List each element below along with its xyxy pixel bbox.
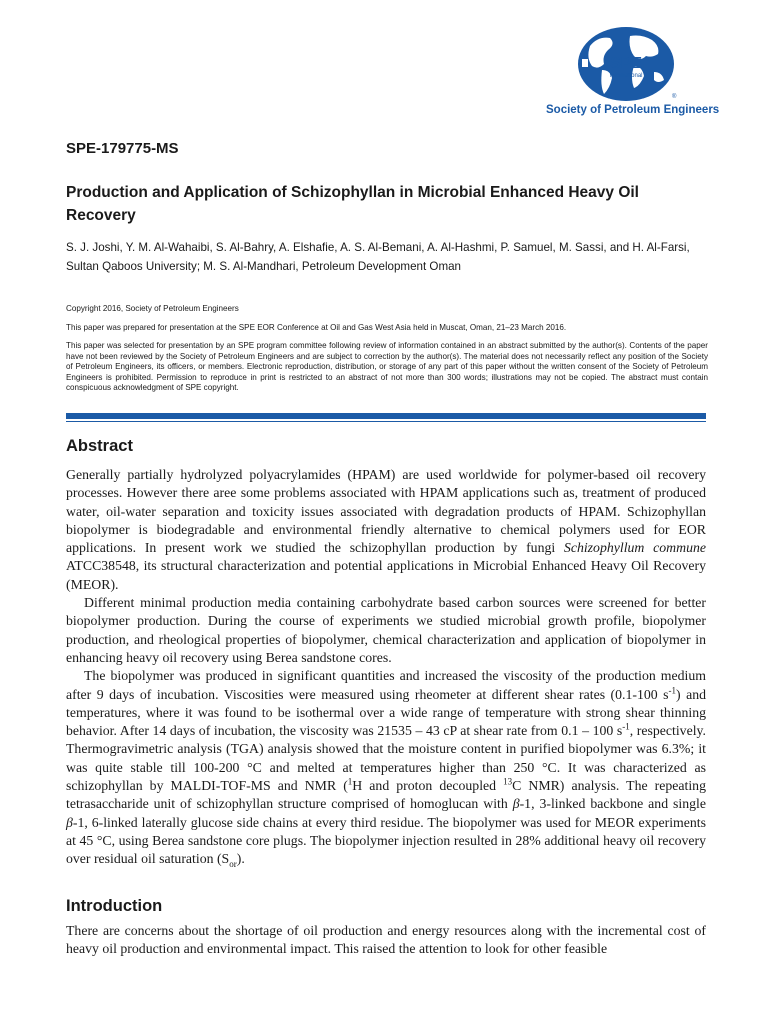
- conference-line: This paper was prepared for presentation at the SPE EOR Conference at Oil and Gas West Asia held in Muscat, Oman, 21–23 March 2016.: [66, 322, 567, 332]
- introduction-paragraph: There are concerns about the shortage of oil production and energy resources along with the incremental cost of heavy oil production and environmental impact. This raised the attention to look for other feasible: [66, 923, 706, 957]
- abstract-paragraph: Generally partially hydrolyzed polyacrylamides (HPAM) are used worldwide for polymer-based oil recovery processes. However there aree some problems associated with HPAM applications such as, treatment of produced water, oil-water separation and toxicity issues associated with degradation products of HPAM. Schizophyllan biopolymer is biodegradable and environmental friendly alternative to chemical polymers used for EOR applications. In present work we studied the schizophyllan production by fungi Schizophyllum commune ATCC38548, its structural characterization and potential applications in Microbial Enhanced Heavy Oil Recovery (MEOR).: [66, 467, 706, 592]
- permission-notice: This paper was selected for presentation by an SPE program committee following review of information contained in an abstract submitted by the author(s). Contents of the paper have not been reviewed by the Society of Petroleum Engineers and are subject to correction by the author(s). The material does not necessarily reflect any position of the Society of Petroleum Engineers, its officers, or members. Electronic reproduction, distribution, or storage of any part of this paper without the written consent of the Society of Petroleum Engineers is prohibited. Permission to reproduce in print is restricted to an abstract of not more than 300 words; illustrations may not be copied. The abstract must contain conspicuous acknowledgment of SPE copyright.: [66, 341, 708, 392]
- abstract-paragraph: The biopolymer was produced in significant quantities and increased the viscosity of the production medium after 9 days of incubation. Viscosities were measured using rheometer at different shear rates (0.1-100 $s^{-1}$) and temperatures, where it was found to be isothermal over a wide range of temperature with strong shear thinning behavior. After 14 days of incubation, the viscosity was 21535 – 43 cP at shear rate from 0.1 – 100 $s^{-1}$, respectively. Thermogravimetric analysis (TGA) analysis showed that the moisture content in purified biopolymer was 6.3%; it was quite stable till 100-200 °C and melted at temperatures higher than 250 °C. It was characterized as schizophyllan by MALDI-TOF-MS and NMR ($^1$H and proton decoupled $^{13}$C NMR) analysis. The repeating tetrasaccharide unit of schizophyllan structure comprised of homoglucan with β-1, 3-linked backbone and single β-1, 6-linked laterally glucose side chains at every third residue. The biopolymer was used for MEOR experiments at 45 °C, using Berea sandstone core plugs. The biopolymer injection resulted in 28% additional heavy oil recovery over residual oil saturation $(S_{or})$.: [66, 668, 707, 869]
- logo-subtext: International: [609, 73, 643, 79]
- logo-text: SPE: [609, 55, 643, 72]
- introduction-body: [66, 922, 706, 959]
- paper-title: Production and Application of Schizophyllan in Microbial Enhanced Heavy Oil Recovery: [66, 184, 639, 224]
- copyright-notice: [66, 304, 708, 402]
- paper-id: SPE-179775-MS: [66, 140, 179, 157]
- abstract-paragraph: Different minimal production media containing carbohydrate based carbon sources were screened for better biopolymer production. During the course of experiments we studied microbial growth profile, biopolymer production, and rheological properties of biopolymer, chemical characterization and application of biopolymer in enhancing heavy oil recovery using Berea sandstone cores.: [66, 595, 706, 665]
- divider: [66, 413, 706, 419]
- globe-icon: [568, 26, 688, 104]
- copyright-line: Copyright 2016, Society of Petroleum Engineers: [66, 304, 239, 313]
- author-list: S. J. Joshi, Y. M. Al-Wahaibi, S. Al-Bahry, A. Elshafie, A. S. Al-Bemani, A. Al-Hashmi, P. Samuel, M. Sassi, and H. Al-Farsi, Sultan Qaboos University; M. S. Al-Mandhari, Petroleum Development Oman: [66, 241, 690, 273]
- abstract-heading: Abstract: [66, 437, 133, 455]
- registered-mark: ®: [672, 94, 677, 100]
- divider-thin: [66, 421, 706, 422]
- abstract-body: [66, 466, 706, 869]
- org-name: Society of Petroleum Engineers: [546, 104, 720, 116]
- spe-logo: [546, 26, 720, 126]
- introduction-heading: Introduction: [66, 897, 163, 915]
